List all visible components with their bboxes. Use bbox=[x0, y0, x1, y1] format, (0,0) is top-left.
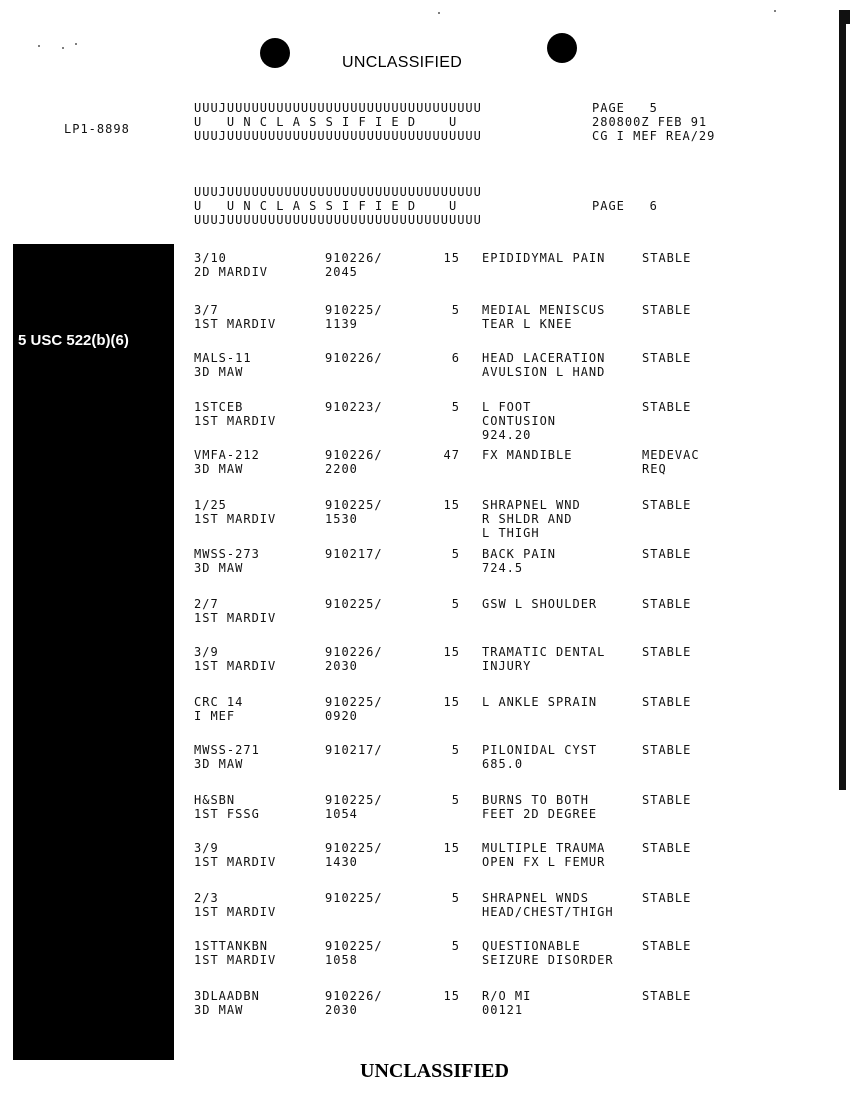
cell-line: CONTUSION bbox=[482, 414, 557, 428]
cell-unit bbox=[194, 498, 324, 526]
cell-diag bbox=[482, 989, 642, 1017]
cell-status bbox=[642, 251, 722, 265]
cell-line: OPEN FX L FEMUR bbox=[482, 855, 606, 869]
cell-dtg bbox=[325, 841, 425, 869]
cell-num bbox=[430, 547, 460, 561]
cell-status bbox=[642, 400, 722, 414]
cell-line: R SHLDR AND bbox=[482, 512, 573, 526]
cell-status bbox=[642, 743, 722, 757]
cell-line: 2200 bbox=[325, 462, 358, 476]
cell-line: STABLE bbox=[642, 989, 692, 1003]
scan-speck bbox=[62, 47, 64, 49]
cell-line: 924.20 bbox=[482, 428, 532, 442]
punch-hole-right bbox=[547, 33, 577, 63]
cell-line: 3D MAW bbox=[194, 757, 244, 771]
cell-diag bbox=[482, 645, 642, 673]
cell-unit bbox=[194, 743, 324, 771]
cell-num bbox=[430, 891, 460, 905]
cell-line: 3D MAW bbox=[194, 561, 244, 575]
cell-line: L ANKLE SPRAIN bbox=[482, 695, 598, 709]
cell-line: MEDEVAC bbox=[642, 448, 700, 462]
cell-diag bbox=[482, 939, 642, 967]
cell-status bbox=[642, 303, 722, 317]
cell-diag bbox=[482, 498, 642, 540]
cell-line: 3/10 bbox=[194, 251, 227, 265]
cell-line: 1ST MARDIV bbox=[194, 512, 277, 526]
cell-line: 2/7 bbox=[194, 597, 219, 611]
punch-hole-left bbox=[260, 38, 290, 68]
cell-line: MWSS-271 bbox=[194, 743, 260, 757]
cell-line: 685.0 bbox=[482, 757, 524, 771]
cell-line: 2/3 bbox=[194, 891, 219, 905]
routing-indicator: LP1-8898 bbox=[64, 122, 130, 136]
cell-line: 910226/ bbox=[325, 448, 383, 462]
cell-status bbox=[642, 448, 722, 476]
cell-line: 15 bbox=[443, 695, 460, 709]
cell-line: PILONIDAL CYST bbox=[482, 743, 598, 757]
cell-status bbox=[642, 989, 722, 1003]
cell-line: 1ST MARDIV bbox=[194, 414, 277, 428]
cell-diag bbox=[482, 400, 642, 442]
cell-num bbox=[430, 695, 460, 709]
cell-line: STABLE bbox=[642, 597, 692, 611]
cell-line: MULTIPLE TRAUMA bbox=[482, 841, 606, 855]
cell-line: AVULSION L HAND bbox=[482, 365, 606, 379]
cell-line: GSW L SHOULDER bbox=[482, 597, 598, 611]
page-number: PAGE 6 bbox=[592, 199, 658, 213]
cell-line: 15 bbox=[443, 251, 460, 265]
scan-speck bbox=[438, 12, 440, 14]
cell-line: 15 bbox=[443, 498, 460, 512]
cell-line: STABLE bbox=[642, 251, 692, 265]
cell-dtg bbox=[325, 645, 425, 673]
date-time-group: 280800Z FEB 91 bbox=[592, 115, 708, 129]
redaction-label: 5 USC 522(b)(6) bbox=[18, 332, 129, 349]
cell-line: 3/7 bbox=[194, 303, 219, 317]
cell-line: HEAD LACERATION bbox=[482, 351, 606, 365]
cell-line: SHRAPNEL WNDS bbox=[482, 891, 589, 905]
cell-line: 2D MARDIV bbox=[194, 265, 269, 279]
cell-unit bbox=[194, 793, 324, 821]
cell-line: 910226/ bbox=[325, 989, 383, 1003]
cell-unit bbox=[194, 547, 324, 575]
cell-diag bbox=[482, 547, 642, 575]
cell-line: 910226/ bbox=[325, 645, 383, 659]
cell-unit bbox=[194, 695, 324, 723]
cell-line: 910225/ bbox=[325, 793, 383, 807]
cell-dtg bbox=[325, 251, 425, 279]
cell-unit bbox=[194, 939, 324, 967]
cell-unit bbox=[194, 597, 324, 625]
cell-line: 910225/ bbox=[325, 841, 383, 855]
cell-line: 1ST MARDIV bbox=[194, 611, 277, 625]
cell-unit bbox=[194, 303, 324, 331]
cell-unit bbox=[194, 400, 324, 428]
cell-line: EPIDIDYMAL PAIN bbox=[482, 251, 606, 265]
cell-num bbox=[430, 793, 460, 807]
cell-line: 1/25 bbox=[194, 498, 227, 512]
cell-dtg bbox=[325, 695, 425, 723]
cell-line: 3D MAW bbox=[194, 1003, 244, 1017]
cell-line: 1STTANKBN bbox=[194, 939, 269, 953]
cell-unit bbox=[194, 989, 324, 1017]
cell-num bbox=[430, 498, 460, 512]
cell-dtg bbox=[325, 547, 425, 561]
cell-line: 1ST MARDIV bbox=[194, 317, 277, 331]
cell-status bbox=[642, 351, 722, 365]
cell-unit bbox=[194, 251, 324, 279]
cell-line: 1STCEB bbox=[194, 400, 244, 414]
cell-status bbox=[642, 841, 722, 855]
cell-num bbox=[430, 303, 460, 317]
cell-line: VMFA-212 bbox=[194, 448, 260, 462]
cell-diag bbox=[482, 793, 642, 821]
scan-speck bbox=[75, 43, 77, 45]
cell-line: SHRAPNEL WND bbox=[482, 498, 581, 512]
cell-line: 6 bbox=[451, 351, 460, 365]
cell-line: 910226/ bbox=[325, 351, 383, 365]
cell-num bbox=[430, 351, 460, 365]
cell-line: STABLE bbox=[642, 547, 692, 561]
cell-status bbox=[642, 547, 722, 561]
cell-line: 3/9 bbox=[194, 841, 219, 855]
cell-line: 910225/ bbox=[325, 891, 383, 905]
cell-line: STABLE bbox=[642, 841, 692, 855]
header1-banner bbox=[194, 101, 482, 143]
cell-line: H&SBN bbox=[194, 793, 236, 807]
cell-line: 910223/ bbox=[325, 400, 383, 414]
cell-line: STABLE bbox=[642, 891, 692, 905]
cell-diag bbox=[482, 597, 642, 611]
cell-line: SEIZURE DISORDER bbox=[482, 953, 614, 967]
cell-line: 724.5 bbox=[482, 561, 524, 575]
cell-line: 1430 bbox=[325, 855, 358, 869]
cell-line: 2045 bbox=[325, 265, 358, 279]
banner-line: U U N C L A S S I F I E D U bbox=[194, 115, 458, 129]
cell-line: REQ bbox=[642, 462, 667, 476]
cell-line: HEAD/CHEST/THIGH bbox=[482, 905, 614, 919]
cell-diag bbox=[482, 695, 642, 709]
scan-speck bbox=[38, 45, 40, 47]
cell-line: INJURY bbox=[482, 659, 532, 673]
cell-line: 3/9 bbox=[194, 645, 219, 659]
cell-line: 910225/ bbox=[325, 498, 383, 512]
cell-line: 3D MAW bbox=[194, 462, 244, 476]
cell-line: 910225/ bbox=[325, 597, 383, 611]
cell-line: 910225/ bbox=[325, 939, 383, 953]
cell-dtg bbox=[325, 400, 425, 414]
cell-unit bbox=[194, 645, 324, 673]
cell-num bbox=[430, 645, 460, 659]
cell-diag bbox=[482, 841, 642, 869]
cell-line: MEDIAL MENISCUS bbox=[482, 303, 606, 317]
cell-line: 5 bbox=[451, 400, 460, 414]
cell-line: 1ST MARDIV bbox=[194, 905, 277, 919]
cell-num bbox=[430, 400, 460, 414]
cell-line: 0920 bbox=[325, 709, 358, 723]
cell-status bbox=[642, 498, 722, 512]
cell-line: STABLE bbox=[642, 793, 692, 807]
cell-diag bbox=[482, 251, 642, 265]
cell-line: STABLE bbox=[642, 400, 692, 414]
banner-line: U U N C L A S S I F I E D U bbox=[194, 199, 458, 213]
cell-num bbox=[430, 989, 460, 1003]
cell-num bbox=[430, 251, 460, 265]
header2-banner bbox=[194, 185, 482, 227]
cell-diag bbox=[482, 891, 642, 919]
scan-speck bbox=[774, 10, 776, 12]
redaction-block bbox=[13, 244, 174, 1060]
cell-line: 1530 bbox=[325, 512, 358, 526]
cell-dtg bbox=[325, 989, 425, 1017]
banner-line: UUUJUUUUUUUUUUUUUUUUUUUUUUUUUUUUUUU bbox=[194, 185, 482, 199]
cell-line: BACK PAIN bbox=[482, 547, 557, 561]
cell-line: 5 bbox=[451, 793, 460, 807]
cell-line: 47 bbox=[443, 448, 460, 462]
banner-line: UUUJUUUUUUUUUUUUUUUUUUUUUUUUUUUUUUU bbox=[194, 213, 482, 227]
scan-edge-mark bbox=[846, 10, 850, 24]
cell-line: BURNS TO BOTH bbox=[482, 793, 589, 807]
cell-line: 910217/ bbox=[325, 547, 383, 561]
banner-line: UUUJUUUUUUUUUUUUUUUUUUUUUUUUUUUUUUU bbox=[194, 129, 482, 143]
cell-line: 5 bbox=[451, 891, 460, 905]
cell-dtg bbox=[325, 498, 425, 526]
cell-line: L FOOT bbox=[482, 400, 532, 414]
cell-line: QUESTIONABLE bbox=[482, 939, 581, 953]
cell-status bbox=[642, 695, 722, 709]
cell-line: 15 bbox=[443, 645, 460, 659]
cell-dtg bbox=[325, 351, 425, 365]
cell-line: 5 bbox=[451, 303, 460, 317]
cell-line: 1058 bbox=[325, 953, 358, 967]
cell-line: STABLE bbox=[642, 743, 692, 757]
cell-line: R/O MI bbox=[482, 989, 532, 1003]
cell-status bbox=[642, 891, 722, 905]
cell-dtg bbox=[325, 891, 425, 905]
cell-line: CRC 14 bbox=[194, 695, 244, 709]
cell-line: 910217/ bbox=[325, 743, 383, 757]
cell-line: FX MANDIBLE bbox=[482, 448, 573, 462]
cell-dtg bbox=[325, 303, 425, 331]
bottom-classification: UNCLASSIFIED bbox=[360, 1060, 509, 1082]
cell-line: TRAMATIC DENTAL bbox=[482, 645, 606, 659]
cell-line: 3DLAADBN bbox=[194, 989, 260, 1003]
cell-unit bbox=[194, 841, 324, 869]
cell-diag bbox=[482, 351, 642, 379]
cell-dtg bbox=[325, 597, 425, 611]
cell-line: 5 bbox=[451, 939, 460, 953]
cell-line: 2030 bbox=[325, 659, 358, 673]
cell-line: 1ST MARDIV bbox=[194, 953, 277, 967]
cell-line: TEAR L KNEE bbox=[482, 317, 573, 331]
cell-dtg bbox=[325, 448, 425, 476]
cell-status bbox=[642, 645, 722, 659]
cell-unit bbox=[194, 891, 324, 919]
cell-num bbox=[430, 743, 460, 757]
banner-line: UUUJUUUUUUUUUUUUUUUUUUUUUUUUUUUUUUU bbox=[194, 101, 482, 115]
cell-num bbox=[430, 841, 460, 855]
cell-line: 910226/ bbox=[325, 251, 383, 265]
cell-line: STABLE bbox=[642, 498, 692, 512]
cell-line: MALS-11 bbox=[194, 351, 252, 365]
cell-line: 5 bbox=[451, 597, 460, 611]
scan-edge-bar bbox=[839, 10, 846, 790]
cell-line: STABLE bbox=[642, 695, 692, 709]
cell-status bbox=[642, 597, 722, 611]
cell-line: 3D MAW bbox=[194, 365, 244, 379]
cell-line: 1ST FSSG bbox=[194, 807, 260, 821]
cell-line: STABLE bbox=[642, 939, 692, 953]
cell-unit bbox=[194, 448, 324, 476]
cell-line: 1054 bbox=[325, 807, 358, 821]
cell-line: STABLE bbox=[642, 303, 692, 317]
cell-line: 15 bbox=[443, 841, 460, 855]
cell-line: 1ST MARDIV bbox=[194, 855, 277, 869]
cell-line: 5 bbox=[451, 547, 460, 561]
cell-line: 00121 bbox=[482, 1003, 524, 1017]
cell-line: 910225/ bbox=[325, 303, 383, 317]
cell-line: I MEF bbox=[194, 709, 236, 723]
cell-status bbox=[642, 793, 722, 807]
cell-diag bbox=[482, 743, 642, 771]
cell-line: STABLE bbox=[642, 351, 692, 365]
cell-num bbox=[430, 939, 460, 953]
cell-line: L THIGH bbox=[482, 526, 540, 540]
header1-meta bbox=[592, 101, 715, 143]
cell-num bbox=[430, 597, 460, 611]
cell-num bbox=[430, 448, 460, 462]
cell-line: 910225/ bbox=[325, 695, 383, 709]
cell-dtg bbox=[325, 743, 425, 757]
cell-line: 5 bbox=[451, 743, 460, 757]
cell-diag bbox=[482, 448, 642, 462]
cell-line: FEET 2D DEGREE bbox=[482, 807, 598, 821]
cell-line: 15 bbox=[443, 989, 460, 1003]
originator: CG I MEF REA/29 bbox=[592, 129, 716, 143]
top-classification: UNCLASSIFIED bbox=[342, 54, 463, 71]
cell-dtg bbox=[325, 939, 425, 967]
cell-line: 1139 bbox=[325, 317, 358, 331]
cell-dtg bbox=[325, 793, 425, 821]
page-number: PAGE 5 bbox=[592, 101, 658, 115]
cell-diag bbox=[482, 303, 642, 331]
cell-line: 1ST MARDIV bbox=[194, 659, 277, 673]
cell-unit bbox=[194, 351, 324, 379]
cell-line: STABLE bbox=[642, 645, 692, 659]
cell-line: MWSS-273 bbox=[194, 547, 260, 561]
cell-line: 2030 bbox=[325, 1003, 358, 1017]
cell-status bbox=[642, 939, 722, 953]
